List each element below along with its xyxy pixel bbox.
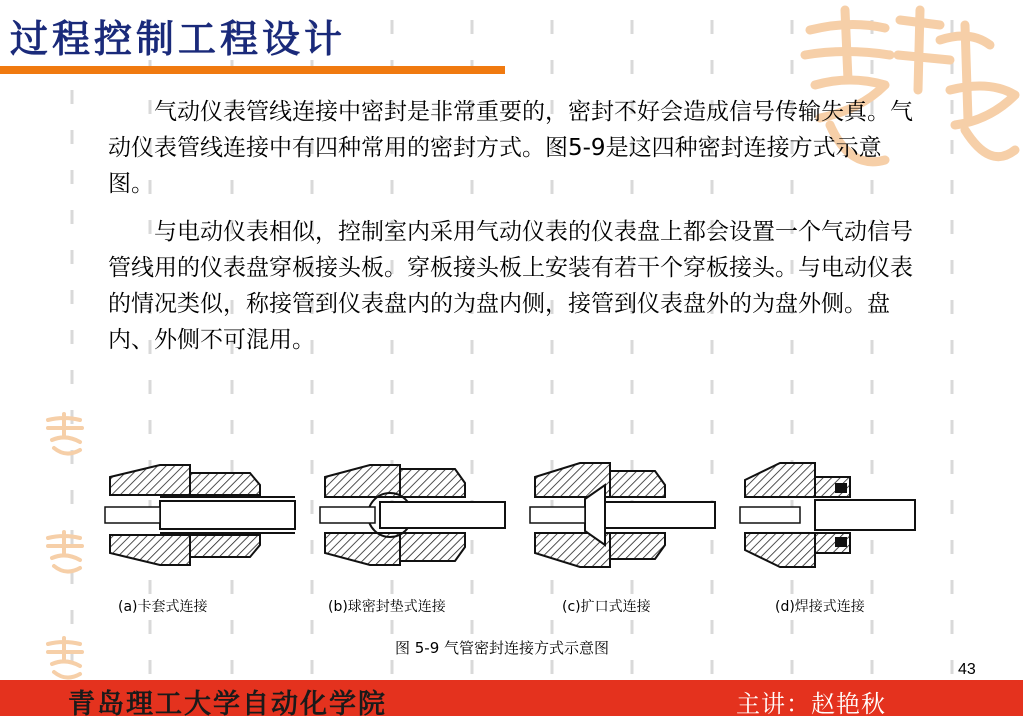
fitting-c-diagram bbox=[530, 463, 715, 567]
caption-b: (b)球密封垫式连接 bbox=[328, 599, 446, 615]
figure-title: 图 5-9 气管密封连接方式示意图 bbox=[395, 639, 610, 657]
figure-5-9 bbox=[100, 455, 930, 665]
watermark-stamp bbox=[44, 412, 86, 458]
paragraph-sealing: 气动仪表管线连接中密封是非常重要的，密封不好会造成信号传输失真。气动仪表管线连接中有四种常用的密封方式。图5-9是这四种密封连接方式示意图。 bbox=[108, 99, 913, 197]
paragraph-panel: 与电动仪表相似，控制室内采用气动仪表的仪表盘上都会设置一个气动信号管线用的仪表盘穿板接头板。穿板接头板上安装有若干个穿板接头。与电动仪表的情况类似，称接管到仪表盘内的为盘内侧，接管到仪表盘外的为盘外侧。盘内、外侧不可混用。 bbox=[108, 219, 913, 353]
watermark-stamp bbox=[44, 530, 86, 576]
fitting-d-diagram bbox=[740, 463, 915, 567]
page-number: 43 bbox=[958, 661, 976, 678]
slide-title: 过程控制工程设计 bbox=[10, 16, 347, 61]
caption-a: (a)卡套式连接 bbox=[118, 599, 208, 615]
fitting-a-diagram bbox=[105, 465, 295, 565]
fitting-b-diagram bbox=[320, 465, 505, 565]
watermark-stamp bbox=[44, 636, 86, 682]
body-text bbox=[108, 94, 918, 370]
footer-school: 青岛理工大学自动化学院 bbox=[68, 689, 387, 720]
footer-lecturer: 主讲：赵艳秋 bbox=[736, 690, 886, 718]
title-underline bbox=[0, 66, 505, 74]
caption-c: (c)扩口式连接 bbox=[562, 599, 651, 615]
caption-d: (d)焊接式连接 bbox=[775, 599, 865, 615]
